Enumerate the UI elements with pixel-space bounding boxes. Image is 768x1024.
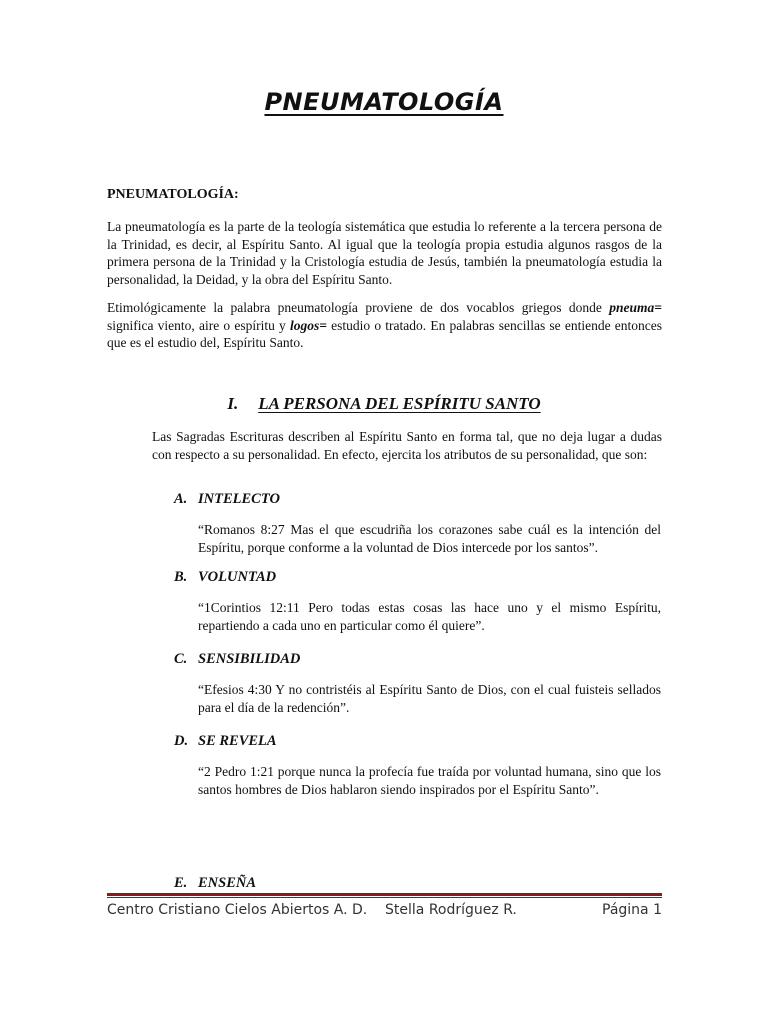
footer-rule-thin — [107, 897, 662, 898]
subheading-sensibilidad — [174, 651, 300, 668]
subheading-letter: C. — [174, 651, 188, 667]
subheading-ensena — [174, 875, 256, 892]
term-pneuma: pneuma= — [609, 300, 662, 315]
subheading-label: VOLUNTAD — [198, 569, 277, 585]
subheading-intelecto — [174, 491, 280, 508]
term-logos: logos= — [290, 317, 327, 333]
quote-efesios: “Efesios 4:30 Y no contristéis al Espíritu Santo de Dios, con el cual fuisteis sellados para el día de la redención”. — [198, 682, 661, 715]
quote-romanos: “Romanos 8:27 Mas el que escudriña los corazones sabe cuál es la intención del Espíritu, porque conforme a la voluntad de Dios intercede por los santos”. — [198, 522, 661, 555]
subheading-label: SE REVELA — [198, 733, 277, 749]
intro-paragraph-1: La pneumatología es la parte de la teología sistemática que estudia lo referente a la tercera persona de la Trinidad, es decir, al Espíritu Santo. Al igual que la teología propia estudia algunos rasgos de la primera persona de la Trinidad y la Cristología estudia de Jesús, también la pneumatología estudia la personalidad, la Deidad, y la obra del Espíritu Santo. — [107, 219, 662, 287]
etymology-text-1: Etimológicamente la palabra pneumatología proviene de dos vocablos griegos donde — [107, 300, 610, 315]
etymology-text-3: estudio o tratado. En palabras sencillas se entiende entonces que es el estudio del, Espíritu Santo. — [107, 317, 663, 350]
subheading-se-revela — [174, 733, 277, 750]
quote-corintios: “1Corintios 12:11 Pero todas estas cosas las hace uno y el mismo Espíritu, repartiendo a cada uno en particular como él quiere”. — [198, 600, 661, 633]
subheading-label: INTELECTO — [198, 491, 280, 507]
quote-pedro: “2 Pedro 1:21 porque nunca la profecía fue traída por voluntad humana, sino que los santos hombres de Dios hablaron siendo inspirados por el Espíritu Santo”. — [198, 764, 661, 797]
etymology-text-2: significa viento, aire o espíritu y — [107, 317, 291, 333]
subheading-letter: A. — [174, 491, 188, 507]
subheading-label: ENSEÑA — [198, 875, 257, 891]
subheading-letter: B. — [174, 569, 188, 585]
footer-credit: Centro Cristiano Cielos Abiertos A. D. Stella Rodríguez R. — [107, 902, 517, 918]
section-number: I. — [227, 394, 239, 413]
page-title: PNEUMATOLOGÍA — [264, 88, 504, 116]
section-heading — [0, 394, 768, 414]
page-footer — [107, 902, 662, 918]
subheading-label: SENSIBILIDAD — [198, 651, 301, 667]
section-intro: Las Sagradas Escrituras describen al Espíritu Santo en forma tal, que no deja lugar a dudas con respecto a su personalidad. En efecto, ejercita los atributos de su personalidad, que son: — [152, 429, 662, 462]
intro-paragraph-2 — [107, 299, 662, 352]
intro-heading: PNEUMATOLOGÍA: — [107, 187, 239, 202]
section-title: LA PERSONA DEL ESPÍRITU SANTO — [258, 394, 541, 413]
page-number: Página 1 — [602, 902, 662, 918]
subheading-letter: E. — [174, 875, 188, 891]
subheading-voluntad — [174, 569, 276, 586]
footer-rule-thick — [107, 893, 662, 896]
subheading-letter: D. — [174, 733, 189, 749]
